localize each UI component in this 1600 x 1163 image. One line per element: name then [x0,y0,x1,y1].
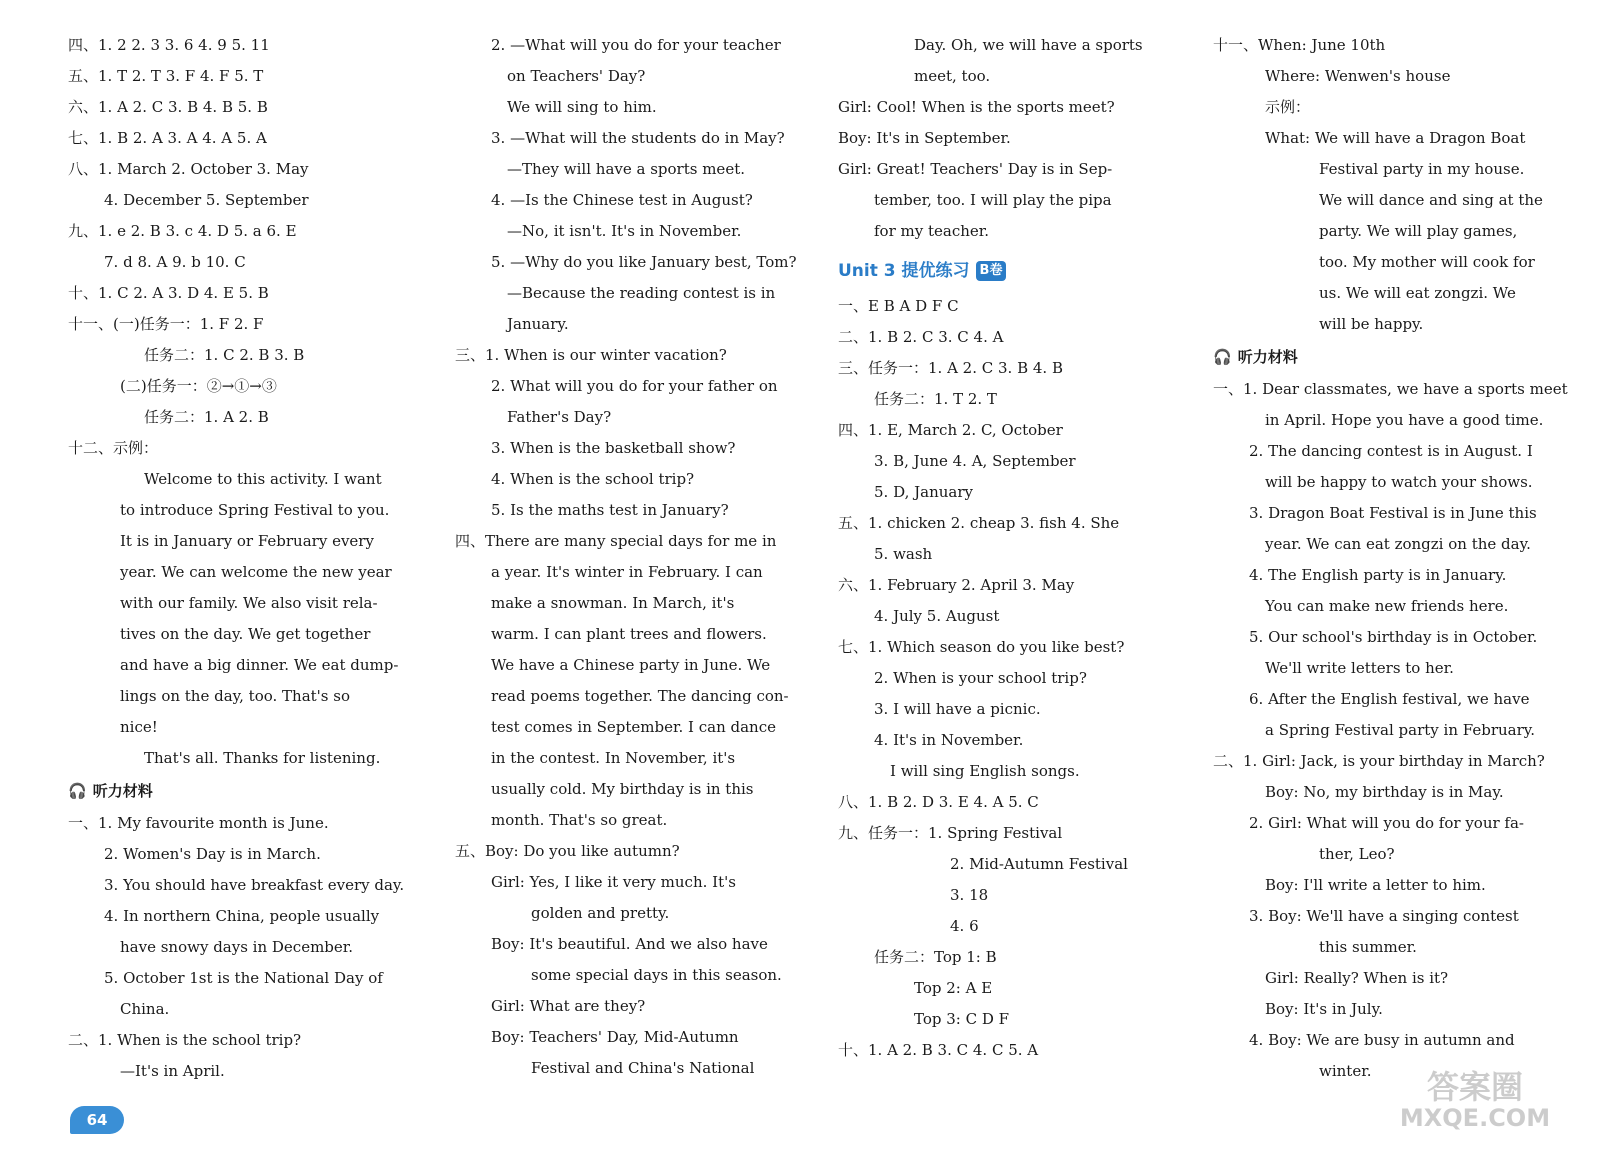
answer-line: warm. I can plant trees and flowers. [491,625,767,643]
answer-line: —No, it isn't. It's in November. [507,222,742,240]
answer-line: in the contest. In November, it's [491,749,736,767]
answer-line: 5. D, January [874,483,973,501]
answer-line: 4. When is the school trip? [491,470,695,488]
answer-line: 任务二：Top 1: B [874,948,997,966]
answer-line: 4. December 5. September [104,191,309,209]
headphones-icon: 🎧 [1213,348,1232,366]
answer-line: 二、1. B 2. C 3. C 4. A [838,328,1004,346]
answer-line: 5. wash [874,545,933,563]
answer-line: January. [507,315,569,333]
answer-line: 3. When is the basketball show? [491,439,736,457]
answer-line: a Spring Festival party in February. [1265,721,1536,739]
column-4 [1213,30,1578,1087]
answer-line: 四、1. E, March 2. C, October [838,421,1063,439]
answer-line: meet, too. [914,67,991,85]
answer-line: Girl: Cool! When is the sports meet? [838,98,1115,116]
answer-line: tember, too. I will play the pipa [874,191,1112,209]
answer-line: 2. —What will you do for your teacher [491,36,781,54]
answer-line: 4. 6 [950,917,979,935]
listening-material-header [68,774,418,808]
answer-line: 四、There are many special days for me in [455,532,777,550]
answer-line: Girl: Yes, I like it very much. It's [491,873,736,891]
answer-line: 八、1. March 2. October 3. May [68,160,309,178]
answer-line: 2. The dancing contest is in August. I [1249,442,1533,460]
answer-line: 任务二：1. T 2. T [874,390,997,408]
answer-line: China. [120,1000,170,1018]
answer-line: Girl: What are they? [491,997,646,1015]
column-1 [68,30,418,1087]
answer-line: usually cold. My birthday is in this [491,780,754,798]
headphones-icon: 🎧 [68,782,87,800]
answer-line: 十一、(一)任务一：1. F 2. F [68,315,264,333]
answer-line: 十、1. A 2. B 3. C 4. C 5. A [838,1041,1039,1059]
answer-line: to introduce Spring Festival to you. [120,501,390,519]
answer-line: 4. In northern China, people usually [104,907,380,925]
answer-line: Day. Oh, we will have a sports [914,36,1143,54]
answer-line: 六、1. A 2. C 3. B 4. B 5. B [68,98,268,116]
answer-line: 五、1. T 2. T 3. F 4. F 5. T [68,67,264,85]
answer-line: What: We will have a Dragon Boat [1265,129,1526,147]
answer-line: 2. Women's Day is in March. [104,845,321,863]
answer-line: 八、1. B 2. D 3. E 4. A 5. C [838,793,1039,811]
answer-line: year. We can eat zongzi on the day. [1265,535,1531,553]
answer-line: 六、1. February 2. April 3. May [838,576,1075,594]
answer-line: ther, Leo? [1319,845,1395,863]
answer-line: 5. Our school's birthday is in October. [1249,628,1538,646]
answer-line: a year. It's winter in February. I can [491,563,763,581]
answer-line: 3. B, June 4. A, September [874,452,1076,470]
answer-line: We have a Chinese party in June. We [491,656,771,674]
answer-line: Top 3: C D F [914,1010,1010,1028]
answer-line: Girl: Really? When is it? [1265,969,1449,987]
answer-line: for my teacher. [874,222,990,240]
answer-line: Boy: It's beautiful. And we also have [491,935,768,953]
answer-line: 五、1. chicken 2. cheap 3. fish 4. She [838,514,1120,532]
answer-line: on Teachers' Day? [507,67,646,85]
answer-line: 3. Dragon Boat Festival is in June this [1249,504,1537,522]
answer-line: some special days in this season. [531,966,782,984]
answer-line: Welcome to this activity. I want [144,470,382,488]
section-badge: B卷 [976,261,1007,281]
answer-line: 任务二：1. C 2. B 3. B [144,346,305,364]
answer-line: 4. —Is the Chinese test in August? [491,191,753,209]
answer-line: 示例： [1265,98,1311,116]
answer-line: —It's in April. [120,1062,225,1080]
answer-line: in April. Hope you have a good time. [1265,411,1544,429]
answer-line: 任务二：1. A 2. B [144,408,269,426]
answer-line: 2. Girl: What will you do for your fa- [1249,814,1524,832]
watermark-logo: 答案圈 [1426,1068,1523,1106]
answer-line: Boy: I'll write a letter to him. [1265,876,1486,894]
answer-line: 二、1. Girl: Jack, is your birthday in March? [1213,752,1545,770]
answer-line: tives on the day. We get together [120,625,371,643]
section-heading-text: Unit 3 提优练习 [838,261,970,281]
answer-line: We will dance and sing at the [1319,191,1543,209]
answer-line: year. We can welcome the new year [120,563,392,581]
answer-line: 3. You should have breakfast every day. [104,876,405,894]
answer-line: Boy: No, my birthday is in May. [1265,783,1504,801]
column-3 [838,30,1183,1066]
listening-material-title: 听力材料 [1237,348,1298,366]
answer-line: us. We will eat zongzi. We [1319,284,1516,302]
answer-line: You can make new friends here. [1265,597,1509,615]
answer-line: winter. [1319,1062,1372,1080]
answer-line: 4. It's in November. [874,731,1024,749]
answer-line: Where: Wenwen's house [1265,67,1451,85]
answer-line: 5. October 1st is the National Day of [104,969,383,987]
answer-line: That's all. Thanks for listening. [144,749,381,767]
page-number: 64 [70,1106,124,1134]
answer-line: —They will have a sports meet. [507,160,745,178]
answer-line: 3. Boy: We'll have a singing contest [1249,907,1519,925]
answer-line: Top 2: A E [914,979,993,997]
answer-line: Girl: Great! Teachers' Day is in Sep- [838,160,1113,178]
answer-line: 二、1. When is the school trip? [68,1031,302,1049]
answer-line: Father's Day? [507,408,612,426]
answer-line: 九、1. e 2. B 3. c 4. D 5. a 6. E [68,222,297,240]
answer-line: lings on the day, too. That's so [120,687,350,705]
answer-line: 三、1. When is our winter vacation? [455,346,727,364]
answer-line: 2. Mid-Autumn Festival [950,855,1128,873]
answer-line: It is in January or February every [120,532,374,550]
answer-line: 7. d 8. A 9. b 10. C [104,253,246,271]
answer-line: too. My mother will cook for [1319,253,1535,271]
answer-line: Festival party in my house. [1319,160,1525,178]
answer-line: will be happy to watch your shows. [1265,473,1533,491]
answer-line: 五、Boy: Do you like autumn? [455,842,680,860]
answer-line: make a snowman. In March, it's [491,594,735,612]
answer-line: 三、任务一：1. A 2. C 3. B 4. B [838,359,1063,377]
answer-line: 十一、When: June 10th [1213,36,1386,54]
listening-material-header [1213,340,1578,374]
answer-line: 3. 18 [950,886,989,904]
answer-line: Boy: It's in September. [838,129,1011,147]
answer-line: party. We will play games, [1319,222,1518,240]
watermark-url: MXQE.COM [1399,1104,1551,1132]
answer-line: 一、1. Dear classmates, we have a sports meet [1213,380,1568,398]
answer-line: 一、E B A D F C [838,297,959,315]
answer-line: Boy: It's in July. [1265,1000,1383,1018]
answer-line: 七、1. Which season do you like best? [838,638,1125,656]
answer-line: 四、1. 2 2. 3 3. 6 4. 9 5. 11 [68,36,270,54]
listening-material-title: 听力材料 [92,782,153,800]
answer-line: 十二、示例： [68,439,159,457]
answer-line: with our family. We also visit rela- [120,594,378,612]
answer-line: test comes in September. I can dance [491,718,776,736]
answer-line: will be happy. [1319,315,1424,333]
answer-line: have snowy days in December. [120,938,354,956]
answer-line: 4. Boy: We are busy in autumn and [1249,1031,1515,1049]
answer-line: read poems together. The dancing con- [491,687,789,705]
answer-line: We will sing to him. [507,98,657,116]
answer-line: (二)任务一：②→①→③ [120,377,277,395]
answer-line: —Because the reading contest is in [507,284,776,302]
column-2 [455,30,800,1084]
answer-line: 5. —Why do you like January best, Tom? [491,253,797,271]
answer-line: 4. July 5. August [874,607,1000,625]
answer-line: 6. After the English festival, we have [1249,690,1530,708]
answer-line: nice! [120,718,158,736]
answer-line: 3. —What will the students do in May? [491,129,785,147]
answer-line: I will sing English songs. [890,762,1080,780]
answer-line: 2. What will you do for your father on [491,377,778,395]
answer-line: this summer. [1319,938,1417,956]
answer-line: 九、任务一：1. Spring Festival [838,824,1063,842]
answer-line: Festival and China's National [531,1059,755,1077]
answer-line: Boy: Teachers' Day, Mid-Autumn [491,1028,739,1046]
answer-line: and have a big dinner. We eat dump- [120,656,399,674]
answer-line: 七、1. B 2. A 3. A 4. A 5. A [68,129,267,147]
answer-line: month. That's so great. [491,811,668,829]
answer-line: 5. Is the maths test in January? [491,501,729,519]
answer-line: 3. I will have a picnic. [874,700,1041,718]
answer-line: 十、1. C 2. A 3. D 4. E 5. B [68,284,269,302]
answer-line: 2. When is your school trip? [874,669,1087,687]
answer-line: golden and pretty. [531,904,670,922]
section-heading [838,251,1183,291]
answer-line: 一、1. My favourite month is June. [68,814,329,832]
answer-line: We'll write letters to her. [1265,659,1454,677]
answer-line: 4. The English party is in January. [1249,566,1507,584]
